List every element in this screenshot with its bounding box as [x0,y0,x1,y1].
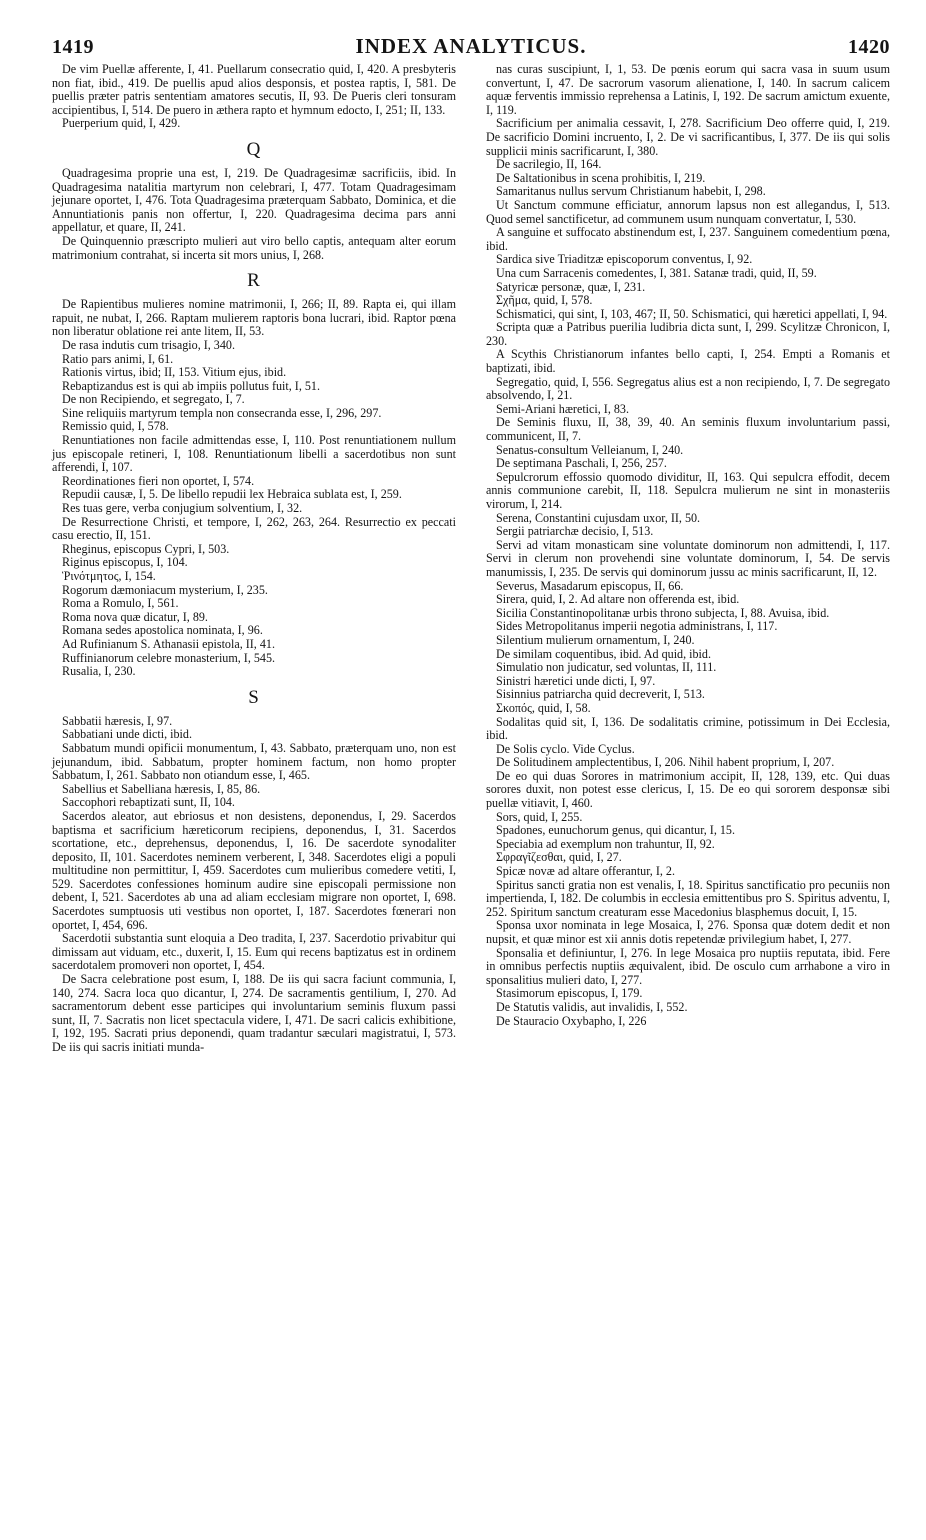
index-entry: Scripta quæ a Patribus puerilia ludibria dicta sunt, I, 299. Scylitzæ Chronicon, I, 230. [486,320,890,348]
index-entry: Ῥινότμητος, I, 154. [62,569,156,583]
index-entry: Sides Metropolitanus imperii negotia administrans, I, 117. [496,619,778,634]
left-page-number: 1419 [52,36,94,58]
index-entry: Renuntiationes non facile admittendas esse, I, 110. Post renuntiationem nullum jus episcopale retineri, I, 108. Renuntiationum libelli a sacerdotibus non sunt afferendi, I, 107. [52,433,456,475]
left-column [52,63,456,1055]
running-header [52,34,890,59]
index-entry: Semi-Ariani hæretici, I, 83. [496,401,630,416]
index-entry: Sacrificium per animalia cessavit, I, 278. Sacrificium Deo offerre quid, I, 219. De sacrificio Domini incruento, I, 2. De vi sacrificantibus, I, 377. De iis qui solis supplicii minis sacrificarunt, I, 380. [486,116,890,158]
index-entry: Romana sedes apostolica nominata, I, 96. [62,623,263,638]
index-entry: Sacerdos aleator, aut ebriosus et non desistens, deponendus, I, 29. Sacerdos baptisma et sacrificium hæreticorum recipiens, deponendus, I, 31. Sacerdos scortatione, etc., deprehensus, deponendus, I, 16. De sacerdote synodaliter deposito, II, 101. Sacerdotes neminem verberent, I, 348. Sacerdotes eligi a populi multitudine non permittitur, I, 459. Sacerdotes cum mulieribus comedere vetiti, I, 529. Sacerdotes confessiones hominum audire sine episcopali permissione non debent, I, 521. Sacerdotes ab una ad aliam ecclesiam migrare non oportet, I, 698. Sacerdotes sumptuosis uti vestibus non oportet, I, 187. Sacerdotes fœnerari non oportet, I, 454, 696. [52,808,456,932]
index-entry: Σκοπός, quid, I, 58. [496,700,591,715]
index-entry: A Scythis Christianorum infantes bello capti, I, 254. Empti a Romanis et baptizati, ibid. [486,347,890,376]
index-entry: Sergii patriarchæ decisio, I, 513. [496,524,654,539]
index-entry: Sponsalia et definiuntur, I, 276. In lege Mosaica pro nuptiis reputata, ibid. Fere in omnibus perfectis nuptiis æquivalent, ibid. De osculo cum arrhabone a viro in sponsalitius mulieri dato, I, 277. [486,945,890,987]
right-page-number: 1420 [847,36,890,58]
section-q [52,167,456,262]
index-entry: Sabbatum mundi opificii monumentum, I, 43. Sabbato, præterquam uno, non est jejunandum, ibid. Sabbatum, propter hominem factum, non homo propter Sabbatum, I, 261. Sabbato non otiandum esse, I, 465. [52,740,456,783]
index-entry: De sacrilegio, II, 164. [496,157,602,172]
index-entry: Rogorum dæmoniacum mysterium, I, 235. [62,582,268,597]
section-letter-s: S [248,686,260,708]
index-entry: Silentium mulierum ornamentum, I, 240. [496,632,695,647]
index-entry: Una cum Sarracenis comedentes, I, 381. Satanæ tradi, quid, II, 59. [496,265,817,280]
index-entry: De Sacra celebratione post esum, I, 188. De iis qui sacra faciunt communia, I, 140, 274. Sacra loca quo dicantur, I, 274. De sacramentis gentilium, I, 270. Ad sacramentorum debent esse participes qui involuntarium seminis fluxum passi sunt, II, 7. Sacratis non licet spectacula videre, I, 471. De sacri calicis exhibitione, I, 192, 195. Sacrati prius deponendi, quam tradantur sæculari magistratui, I, 573. De iis qui sacris initiati munda- [52,972,456,1054]
index-entry: Simulatio non judicatur, sed voluntas, II, 111. [496,660,717,675]
index-entry: Schismatici, qui sint, I, 103, 467; II, 50. Schismatici, qui hæretici appellati, I, 94. [496,306,888,321]
index-entry: De Saltationibus in scena prohibitis, I, 219. [496,170,706,185]
index-entry: De Seminis fluxu, II, 38, 39, 40. An seminis fluxum involuntarium passi, communicent, II, 7. [486,415,890,444]
index-entry: Ut Sanctum commune efficiatur, annorum lapsus non est allegandus, I, 513. Quod semel sanctificetur, ad communem usum nunquam convertatur, I, 530. [486,197,890,226]
index-entry: Sabbatii hæresis, I, 97. [62,713,173,728]
index-entry: De similam coquentibus, ibid. Ad quid, ibid. [496,646,711,661]
index-entry: Sors, quid, I, 255. [496,809,583,824]
right-column [486,63,890,1055]
index-entry: De Resurrectione Christi, et tempore, I, 262, 263, 264. Resurrectio ex peccati casu erectio, II, 151. [52,514,456,543]
index-entry: De Statutis validis, aut invalidis, I, 552. [496,999,688,1014]
index-entry: De Solitudinem amplectentibus, I, 206. Nihil habent proprium, I, 207. [496,755,835,770]
index-entry: Rheginus, episcopus Cypri, I, 503. [62,541,230,556]
index-entry: De non Recipiendo, et segregato, I, 7. [62,392,245,407]
index-entry: Samaritanus nullus servum Christianum habebit, I, 298. [496,184,766,199]
section-letter-q: Q [246,138,262,160]
index-entry: Sponsa uxor nominata in lege Mosaica, I, 276. Sponsa quæ dotem dedit et non nupsit, et quæ minor est xii annis dotis repetendæ privilegium habet, I, 277. [486,918,890,946]
index-entry: Σφραγῖζεσθαι, quid, I, 27. [496,850,622,865]
index-entry: nas curas suscipiunt, I, 1, 53. De pœnis eorum qui sacra vasa in suum usum convertunt, I, 47. De sacrorum vasorum alienatione, I, 140. In sacrum calicem aquæ ferventis immissio reprehensa a Latinis, I, 192. De sacrum amictum exuente, I, 119. [486,62,890,117]
index-entry: Saccophori rebaptizati sunt, II, 104. [62,795,235,810]
index-entry: Σχῆμα, quid, I, 578. [496,293,593,308]
index-entry: Spadones, eunuchorum genus, qui dicantur, I, 15. [496,823,735,838]
index-entry: Sabellius et Sabelliana hæresis, I, 85, 86. [62,781,261,796]
index-entry: Servi ad vitam monasticam sine voluntate dominorum non admittendi, I, 117. Servi in clerum non provehendi sine voluntate dominorum, I, 54. De servis manumissis, I, 235. De servis qui dominorum jussu ac minis sacrificarunt, II, 12. [486,537,890,579]
text-columns [52,63,890,1055]
index-entry: Stasimorum episcopus, I, 179. [496,986,643,1001]
index-entry: Quadragesima proprie una est, I, 219. De Quadragesimæ sacrificiis, ibid. In Quadragesima natalitia martyrum non celebrari, I, 477. Totam Quadragesimam jejunare oportet, I, 476. Tota Quadragesima præterquam Sabbato, Dominica, et die Annuntiationis panis non offertur, I, 220. Quadragesima decima pars anni appellatur, et quare, II, 241. [52,165,456,235]
index-entry: Spiritus sancti gratia non est venalis, I, 18. Spiritus sanctificatio pro pecuniis non impertienda, I, 182. De columbis in ecclesia emittentibus pro S. Spiritus adventu, I, 252. Spiritum sanctum creaturam esse Macedonius blasphemus docuit, I, 15. [486,877,890,919]
index-entry: Sardica sive Triaditzæ episcoporum conventus, I, 92. [496,252,753,267]
index-entry: Severus, Masadarum episcopus, II, 66. [496,578,684,593]
index-entry: De eo qui duas Sorores in matrimonium accipit, II, 128, 139, etc. Qui duas sorores duxit, non potest esse clericus, I, 15. De eo qui sororem desponsæ sibi puellæ vitiavit, I, 460. [486,768,890,811]
index-entry: Roma a Romulo, I, 561. [62,596,179,611]
index-entry: A sanguine et suffocato abstinendum est, I, 237. Sanguinem comedentium pœna, ibid. [486,225,890,253]
index-entry: Sepulcrorum effossio quomodo dividitur, II, 163. Qui sepulcra effodit, decem annis communione carebit, II, 118. Sepulcra mulierum ne sint in monasteriis virorum, I, 214. [486,469,890,511]
index-entry: Riginus episcopus, I, 104. [62,555,188,570]
index-entry: Sicilia Constantinopolitanæ urbis throno subjecta, I, 88. Avuisa, ibid. [496,605,830,620]
index-entry: Senatus-consultum Velleianum, I, 240. [496,442,684,457]
index-entry: De Rapientibus mulieres nomine matrimonii, I, 266; II, 89. Rapta ei, qui illam rapuit, ne nubat, I, 266. Raptam mulierem raptoris bona lucrari, ibid. Raptor pœna non liberatur oblatione rei ante litem, II, 53. [52,297,456,339]
index-entry: Sabbatiani unde dicti, ibid. [62,727,192,742]
index-entry: Speciabia ad exemplum non trahuntur, II, 92. [496,836,715,851]
index-entry: De Stauracio Oxybapho, I, 226 [496,1013,647,1028]
index-entry: Rebaptizandus est is qui ab impiis pollutus fuit, I, 51. [62,378,320,393]
index-entry: De rasa indutis cum trisagio, I, 340. [62,337,235,352]
index-entry: Sisinnius patriarcha quid decreverit, I, 513. [496,687,705,702]
index-entry: Remissio quid, I, 578. [62,419,169,434]
index-entry: De Quinquennio præscripto mulieri aut viro bello captis, antequam alter eorum matrimonium contrahat, si incerta sit mors unius, I, 268. [52,233,456,262]
section-letter-r: R [247,270,261,292]
index-entry: Puerperium quid, I, 429. [62,116,181,131]
index-entry: Ratio pars animi, I, 61. [62,351,174,366]
page-title: INDEX ANALYTICUS. [355,34,587,58]
index-entry: Repudii causæ, I, 5. De libello repudii lex Hebraica sublata est, I, 259. [62,487,402,502]
index-entry: De vim Puellæ afferente, I, 41. Puellarum consecratio quid, I, 420. A presbyteris non fiat, ibid., 419. De puellis apud alios desponsis, et postea raptis, I, 581. De puellis præter patris sententiam amatores secutis, II, 93. De Pueris cleri tonsuram accipientibus, I, 514. De puero in æthera rapto et hymnum edocto, I, 251; II, 133. [52,62,456,117]
index-entry: Ad Rufinianum S. Athanasii epistola, II, 41. [62,636,275,651]
index-entry: Roma nova quæ dicatur, I, 89. [62,609,208,624]
index-entry: Rusalia, I, 230. [62,664,136,679]
index-entry: Res tuas gere, verba conjugium solventium, I, 32. [62,501,303,516]
index-entry: Serena, Constantini cujusdam uxor, II, 50. [496,510,701,525]
index-entry: Reordinationes fieri non oportet, I, 574. [62,473,255,488]
index-entry: De septimana Paschali, I, 256, 257. [496,456,667,471]
index-entry: De Solis cyclo. Vide Cyclus. [496,741,635,756]
index-entry: Sinistri hæretici unde dicti, I, 97. [496,673,656,688]
index-entry: Sine reliquiis martyrum templa non consecranda esse, I, 296, 297. [62,405,382,420]
index-entry: Ruffinianorum celebre monasterium, I, 545. [62,650,276,665]
index-entry: Spicæ novæ ad altare offerantur, I, 2. [496,864,675,879]
section-s [52,715,456,1055]
section-r [52,298,456,679]
index-entry: Sacerdotii substantia sunt eloquia a Deo tradita, I, 237. Sacerdotio privabitur qui dimissam aut viduam, etc., duxerit, I, 15. Eum qui recens baptizatus est in ordinem sacerdotalem promoveri non oportet, I, 454. [52,931,456,973]
index-entry: Sodalitas quid sit, I, 136. De sodalitatis crimine, potissimum in Dei Ecclesia, ibid. [486,714,890,743]
index-entry: Segregatio, quid, I, 556. Segregatus alius est a non recipiendo, I, 7. De segregato absolvendo, I, 21. [486,374,890,403]
section-p [52,63,456,131]
index-entry: Satyricæ personæ, quæ, I, 231. [496,279,646,294]
index-entry: Rationis virtus, ibid; II, 153. Vitium ejus, ibid. [62,365,287,380]
index-entry: Sirera, quid, I, 2. Ad altare non offerenda est, ibid. [496,592,740,607]
